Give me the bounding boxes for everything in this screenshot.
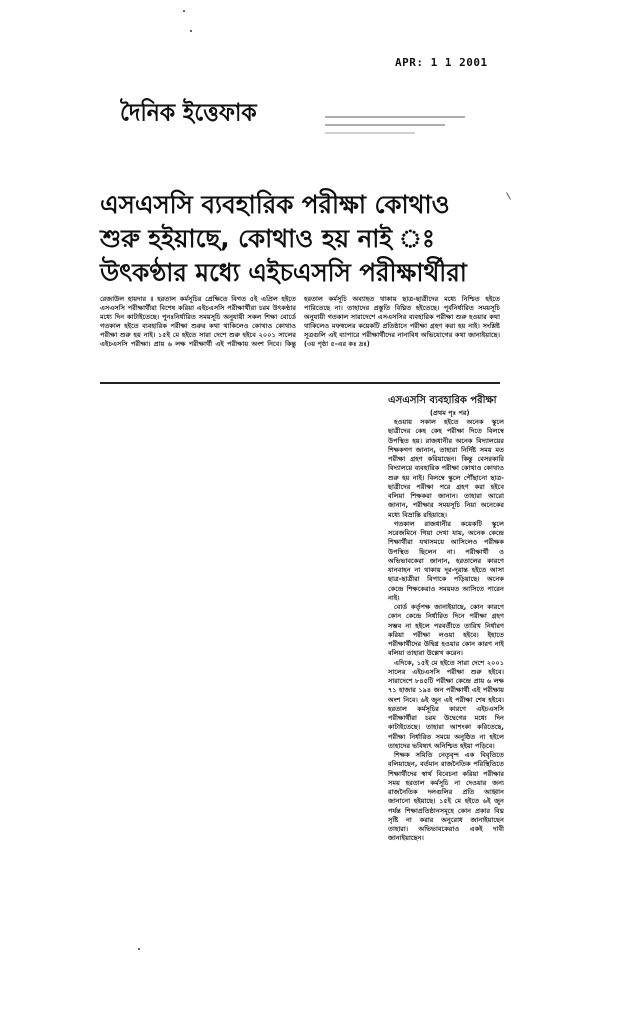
speck xyxy=(183,10,185,12)
headline-line-1: এসএসসি ব্যবহারিক পরীক্ষা কোথাও xyxy=(100,190,450,219)
speck xyxy=(190,30,192,32)
headline-line-3: উৎকণ্ঠার মধ্যে এইচএসসি পরীক্ষার্থীরা xyxy=(100,258,467,287)
continuation-paragraph: এদিকে, ১৫ই মে হইতে সারা দেশে ২০০১ সালের এইচএসসি পরীক্ষা শুরু হইবে। সারাদেশে ৮৪৫টি পরীক্ষা কেন্দ্রে প্রায় ৬ লক্ষ ৭১ হাজার ১৯৪ জন পরীক্ষার্থী এই পরীক্ষায় অংশ নিবে। ৬ই জুন এই পরীক্ষা শেষ হইবে। হরতাল কর্মসূচির কারণে এইচএসসি পরীক্ষার্থীরা চরম উদ্বেগের মধ্যে দিন কাটাইতেছে। তাহারা আশংকা করিতেছে, পরীক্ষা নির্ধারিত সময়ে অনুষ্ঠিত না হইলে তাহাদের ভবিষ্যৎ অনিশ্চিত হইয়া পড়িবে। xyxy=(388,658,504,750)
newspaper-logo: দৈনিক ইত্তেফাক xyxy=(120,98,257,128)
headline-line-2: শুরু হইয়াছে, কোথাও হয় নাই ঃ xyxy=(100,224,435,253)
continuation-paragraph: হওয়ায় সকাল হইতে অনেক স্কুলে ছাত্রীদের কেহ কেহ পরীক্ষা দিতে বিলম্বে উপস্থিত হয়। রাজধানীর অনেক বিদ্যালয়ের শিক্ষকগণ জানান, তাহারা নির্দিষ্ট সময় মত পরীক্ষা গ্রহণ করিয়াছেন। কিন্তু বেসরকারি বিদ্যালয়ে ব্যবহারিক পরীক্ষা কোথাও কোথাও শুরু হয় নাই। বিলম্বে স্কুলে পৌঁছানো ছাত্র-ছাত্রীদের পরীক্ষা পরে গ্রহণ করা হইবে বলিয়া শিক্ষকরা জানান। তাহারা আরো জানান, পরীক্ষার সময়সূচি নিয়া অনেকের মধ্যে বিভ্রান্তি রহিয়াছে। xyxy=(388,418,504,519)
article-body xyxy=(100,295,500,377)
continuation-paragraph: গতকাল রাজধানীর কয়েকটি স্কুলে সরেজমিনে গিয়া দেখা যায়, অনেক কেন্দ্রে শিক্ষার্থীরা যথাসময়ে আসিলেও পরীক্ষক উপস্থিত ছিলেন না। পরীক্ষার্থী ও অভিভাবকেরা জানান, হরতালের কারণে যানবাহন না থাকায় দূর-দূরান্ত হইতে আসা ছাত্র-ছাত্রীরা বিপাকে পড়িয়াছে। অনেক কেন্দ্রে শিক্ষকেরাও সময়মত আসিতে পারেন নাই। xyxy=(388,519,504,602)
speck xyxy=(138,948,140,950)
continuation-paragraph: শিক্ষক সমিতি নেতৃবৃন্দ এক বিবৃতিতে বলিয়াছেন, বর্তমান রাজনৈতিক পরিস্থিতিতে শিক্ষার্থীদের স্বার্থ বিবেচনা করিয়া পরীক্ষার সময় হরতাল কর্মসূচি না দেওয়ার জন্য রাজনৈতিক দলগুলির প্রতি আহ্বান জানানো হইয়াছে। ১৫ই মে হইতে ৬ই জুন পর্যন্ত শিক্ষাপ্রতিষ্ঠানসমূহে কোন প্রকার বিঘ্ন সৃষ্টি না করার অনুরোধ জানাইয়াছেন তাহারা। অভিভাবকেরাও একই দাবী জানাইয়াছেন। xyxy=(388,751,504,843)
date-stamp: APR: 1 1 2001 xyxy=(395,56,488,69)
column-rule xyxy=(100,382,500,384)
headline xyxy=(100,188,497,290)
faint-header-lines xyxy=(325,110,465,140)
byline: রেজাউল হায়দার ॥ xyxy=(100,295,154,303)
jump-note: (৩য় পৃষ্ঠা ৫-এর কঃ দ্রঃ) xyxy=(304,340,370,348)
continuation-paragraph: বোর্ড কর্তৃপক্ষ জানাইয়াছে, কোন কারণে কোন কেন্দ্রে নির্ধারিত দিনে পরীক্ষা গ্রহণ সম্ভব না হইলে পরবর্তীতে তারিখ নির্ধারণ করিয়া পরীক্ষা লওয়া হইবে। ইহাতে পরীক্ষার্থীদের উদ্বিগ্ন হওয়ার কোন কারণ নাই বলিয়া তাহারা উল্লেখ করেন। xyxy=(388,603,504,658)
continuation-title: এসএসসি ব্যবহারিক পরীক্ষা xyxy=(388,395,497,406)
continuation-source: (প্রথম পৃঃ পর) xyxy=(430,409,470,417)
continuation-column xyxy=(388,418,504,984)
edge-mark xyxy=(506,192,511,199)
lead-text: হরতাল কর্মসূচির প্রেক্ষিতে বিগত ৫ই এপ্রিল হইতে এসএসসি পরীক্ষার্থীরা বিশেষ করিয়া এইচএসসি পরীক্ষার্থীরা চরম উৎকণ্ঠার মধ্যে দিন কাটাইতেছে। পুনঃনির্ধারিত সময়সূচি অনুযায়ী সকল শিক্ষা বোর্ডে গতকাল হইতে ব্যবহারিক পরীক্ষা শুরুর কথা থাকিলেও কোথাও কোথাও পরীক্ষা শুরু হয় নাই। ১৫ই মে হইতে সারা দেশে শুরু হইবে ২০০১ সালের এইচএসসি পরীক্ষা। প্রায় ৬ লক্ষ পরীক্ষার্থী এই পরীক্ষায় অংশ নিবে। কিন্তু হরতাল কর্মসূচি অব্যাহত থাকায় ছাত্র-ছাত্রীদের মধ্যে নিশ্চিত হইতে পারিতেছে না। তাহাদের প্রস্তুতি বিঘ্নিত হইতেছে। পূর্বনির্ধারিত সময়সূচি অনুযায়ী গতকাল সারাদেশে এসএসসির ব্যবহারিক পরীক্ষা শুরু হওয়ার কথা থাকিলেও মফস্বলের কয়েকটি প্রতিষ্ঠানে পরীক্ষা গ্রহণ করা হয় নাই। সংশ্লিষ্ট সূত্রগুলি এই ব্যাপারে পরীক্ষার্থীদের নানাবিধ অভিযোগের কথা জানাইয়াছে। xyxy=(100,295,500,348)
